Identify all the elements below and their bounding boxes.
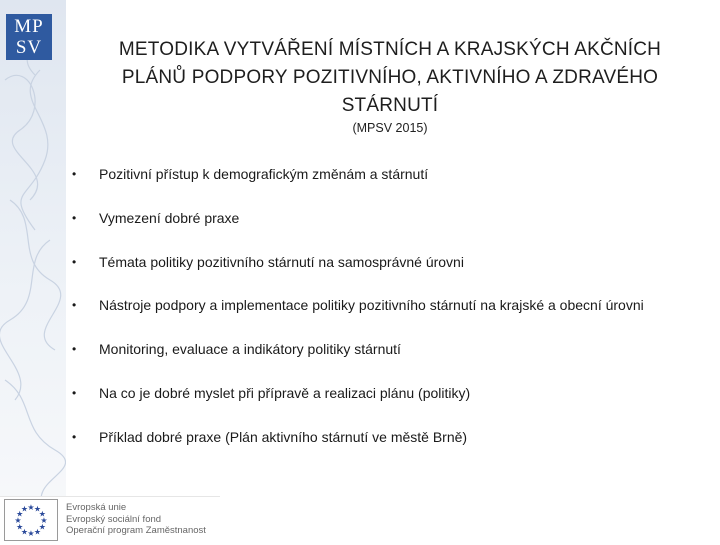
- eu-flag-icon: [4, 499, 58, 541]
- list-item: • Vymezení dobré praxe: [72, 210, 682, 227]
- page-title: METODIKA VYTVÁŘENÍ MÍSTNÍCH A KRAJSKÝCH AKČNÍCH PLÁNŮ PODPORY POZITIVNÍHO, AKTIVNÍHO A ZDRAVÉHO STÁRNUTÍ: [118, 39, 662, 116]
- eu-star-icon: ★: [16, 509, 24, 519]
- eu-star-icon: ★: [20, 527, 29, 537]
- eu-text-line-3: Operační program Zaměstnanost: [66, 525, 206, 536]
- eu-star-icon: ★: [20, 504, 29, 514]
- list-item: • Témata politiky pozitivního stárnutí na samosprávné úrovni: [72, 254, 682, 271]
- eu-star-icon: ★: [27, 529, 35, 538]
- list-item: • Příklad dobré praxe (Plán aktivního stárnutí ve městě Brně): [72, 429, 682, 446]
- eu-text-line-1: Evropská unie: [66, 502, 127, 513]
- decorative-side-band: [0, 0, 66, 540]
- eu-funding-text: [66, 502, 206, 537]
- eu-star-icon: ★: [27, 503, 35, 512]
- list-item: • Na co je dobré myslet při přípravě a realizaci plánu (politiky): [72, 385, 682, 402]
- eu-star-icon: ★: [40, 516, 48, 525]
- eu-star-icon: ★: [38, 509, 46, 519]
- decorative-scribble-pattern: [0, 0, 66, 540]
- eu-stars-icon: [5, 500, 57, 540]
- list-item: • Monitoring, evaluace a indikátory politiky stárnutí: [72, 341, 682, 358]
- eu-star-icon: ★: [33, 527, 42, 537]
- eu-funding-footer: [0, 496, 220, 541]
- logo-line-2: SV: [15, 37, 43, 58]
- eu-star-icon: ★: [14, 516, 22, 525]
- list-item: • Pozitivní přístup k demografickým změnám a stárnutí: [72, 166, 682, 183]
- logo-line-1: MP: [14, 16, 44, 37]
- page-subtitle: (MPSV 2015): [352, 121, 428, 135]
- eu-star-icon: ★: [16, 522, 24, 532]
- list-item: • Nástroje podpory a implementace politiky pozitivního stárnutí na krajské a obecní úrovni: [72, 297, 682, 314]
- mpsv-logo: [6, 14, 52, 60]
- eu-star-icon: ★: [38, 522, 46, 532]
- topic-list: [72, 160, 682, 446]
- eu-star-icon: ★: [33, 504, 42, 514]
- eu-text-line-2: Evropský sociální fond: [66, 513, 162, 525]
